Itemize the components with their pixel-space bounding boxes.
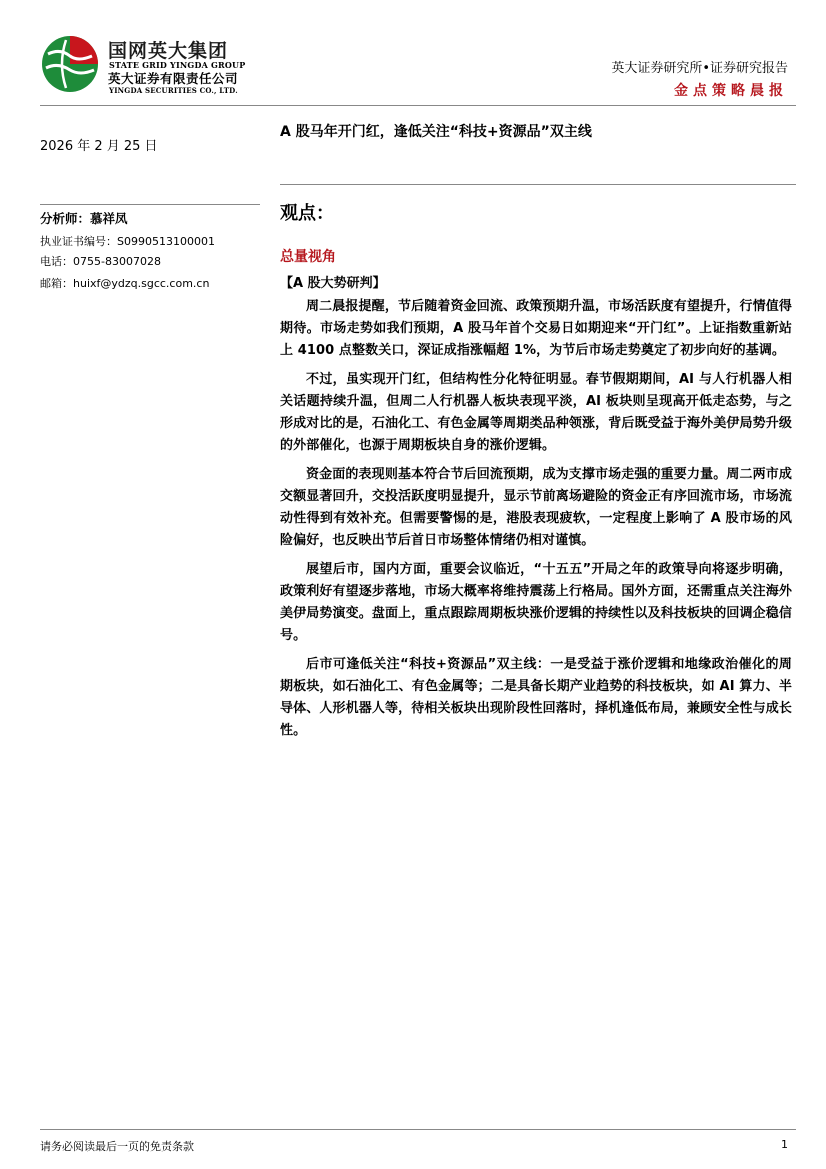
logo-group-name: 国网英大集团 <box>108 40 229 62</box>
paragraph-2: 不过，虽实现开门红，但结构性分化特征明显。春节假期期间，AI 与人行机器人相关话题持续升温，但周二人行机器人板块表现平淡，AI 板块则呈现高开低走态势，与之形成对比的是，石油化工、有色金属等周期类品种领涨，背后既受益于海外美伊局势升级的外部催化，也源于周期板块自身的涨价逻辑。 <box>280 372 792 453</box>
paragraph-5: 后市可逢低关注“科技+资源品”双主线：一是受益于涨价逻辑和地缘政治催化的周期板块，如石油化工、有色金属等；二是具备长期产业趋势的科技板块，如 AI 算力、半导体、人形机器人等，待相关板块出现阶段性回落时，择机逢低布局，兼顾安全性与成长性。 <box>280 657 792 738</box>
disclaimer-note: 请务必阅读最后一页的免责条款 <box>40 1140 194 1153</box>
logo-company-name-en: YINGDA SECURITIES CO., LTD. <box>109 86 238 95</box>
analyst-email[interactable]: 邮箱：huixf@ydzq.sgcc.com.cn <box>40 277 210 290</box>
section-heading: 总量视角 <box>280 249 336 265</box>
paragraph-3: 资金面的表现则基本符合节后回流预期，成为支撑市场走强的重要力量。周二两市成交额显著回升，交投活跃度明显提升，显示节前离场避险的资金正有序回流市场，市场流动性得到有效补充。但需要警惕的是，港股表现疲软，一定程度上影响了 A 股市场的风险偏好，也反映出节后首日市场整体情绪仍相对谨慎。 <box>280 467 792 548</box>
subsection-heading: 【A 股大势研判】 <box>280 276 386 291</box>
report-body <box>280 296 792 749</box>
title-divider <box>280 184 796 185</box>
research-org-line: 英大证券研究所•证券研究报告 <box>611 61 788 76</box>
footer-divider <box>40 1129 796 1130</box>
report-series-name: 金点策略晨报 <box>674 83 788 99</box>
logo-company-name: 英大证券有限责任公司 <box>108 71 239 86</box>
company-logo-globe-icon <box>40 34 100 94</box>
analyst-phone: 电话：0755-83007028 <box>40 255 161 268</box>
paragraph-1: 周二晨报提醒，节后随着资金回流、政策预期升温，市场活跃度有望提升，行情值得期待。市场走势如我们预期，A 股马年首个交易日如期迎来“开门红”。上证指数重新站上 4100 点整数关口，深证成指涨幅超 1%，为节后市场走势奠定了初步向好的基调。 <box>280 299 792 358</box>
views-heading: 观点： <box>280 203 334 224</box>
paragraph-4: 展望后市，国内方面，重要会议临近，“十五五”开局之年的政策导向将逐步明确，政策利好有望逐步落地，市场大概率将维持震荡上行格局。国外方面，还需重点关注海外美伊局势演变。盘面上，重点跟踪周期板块涨价逻辑的持续性以及科技板块的回调企稳信号。 <box>280 562 792 643</box>
left-divider <box>40 204 260 205</box>
report-title: A 股马年开门红，逢低关注“科技+资源品”双主线 <box>280 124 592 140</box>
report-date: 2026 年 2 月 25 日 <box>40 139 158 154</box>
analyst-name: 分析师：慕祥凤 <box>40 211 128 226</box>
header-divider <box>40 105 796 106</box>
logo-group-name-en: STATE GRID YINGDA GROUP <box>109 60 246 70</box>
analyst-cert: 执业证书编号：S0990513100001 <box>40 235 215 248</box>
page-number: 1 <box>781 1138 788 1151</box>
